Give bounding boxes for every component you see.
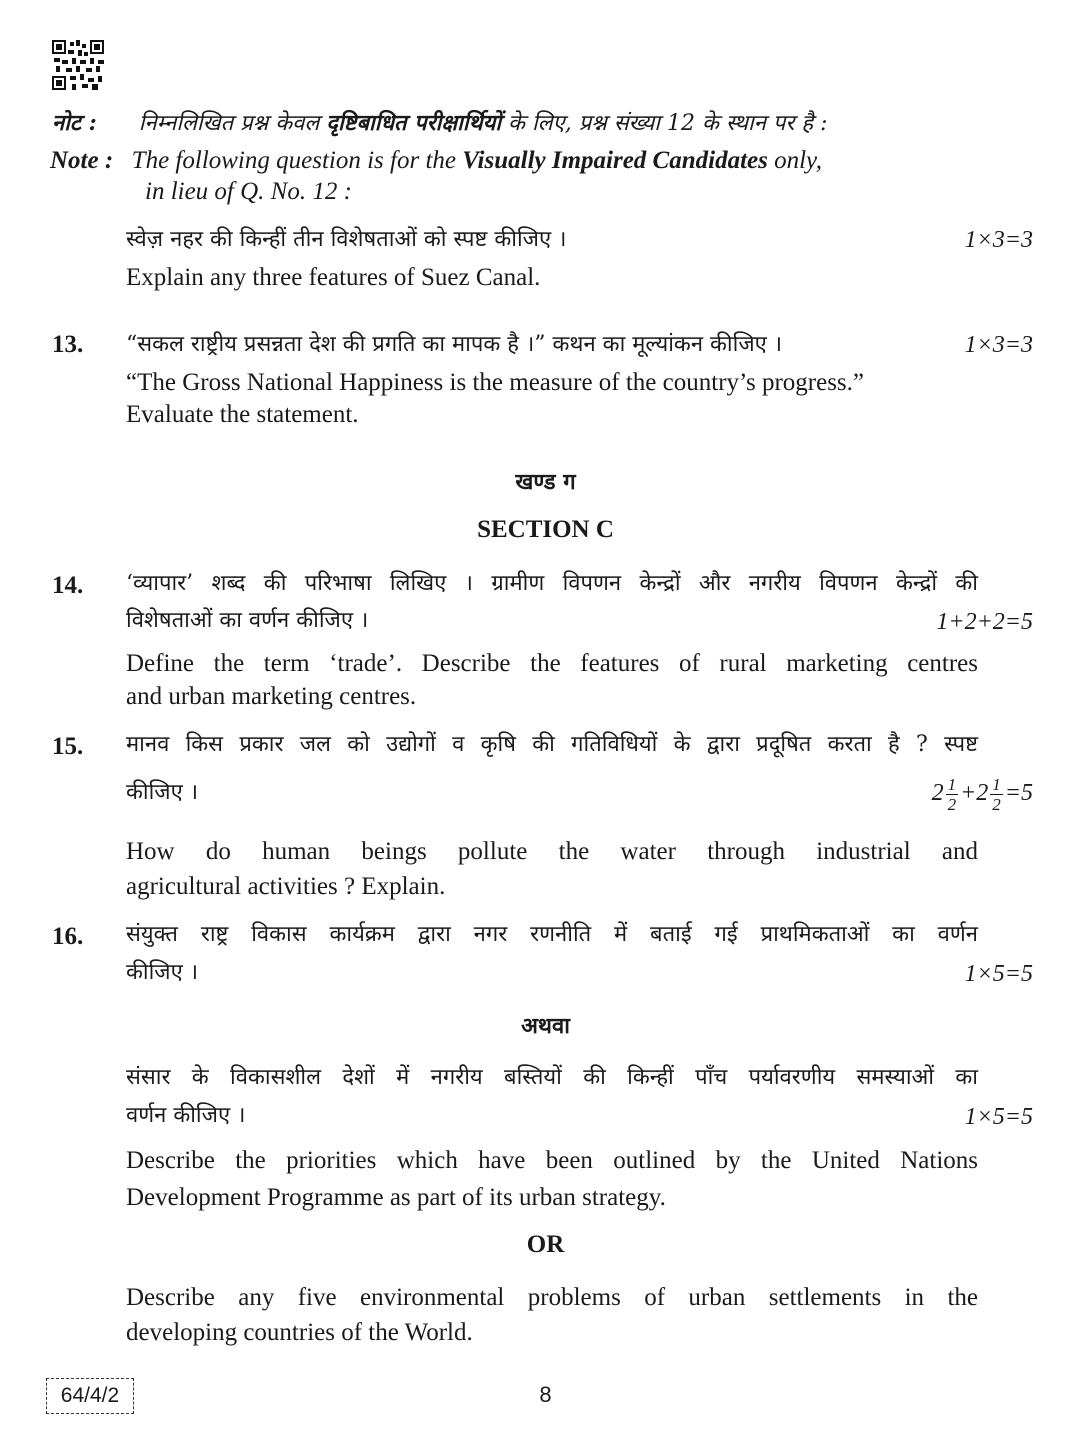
q16-number: 16. [52, 923, 84, 950]
q15-frac1: $\frac{1}{2}$ [947, 774, 957, 814]
q16-alt-english-line2: developing countries of the World. [126, 1319, 473, 1346]
note-en-line2: in lieu of Q. No. 12 : [145, 178, 352, 205]
q15-marks-plus: +2 [960, 780, 989, 806]
q16-marks: 1×5=5 [964, 961, 1033, 987]
q14-english-line1: Define the term ‘trade’. Describe the features of rural marketing centres [126, 650, 978, 677]
or-hindi: अथवा [521, 1013, 570, 1039]
q16-alt-hindi-line1: संसार के विकासशील देशों में नगरीय बस्तियों की किन्हीं पाँच पर्यावरणीय समस्याओं का [126, 1065, 978, 1090]
q13-number: 13. [52, 331, 84, 358]
q13-marks: 1×3=3 [964, 332, 1033, 358]
note-hi-post: के लिए, प्रश्न संख्या 12 के स्थान पर है : [501, 111, 828, 136]
qr-code-icon [52, 40, 104, 90]
q15-number: 15. [52, 733, 84, 760]
note-en-pre: The following question is for the [131, 147, 463, 174]
q13-hindi-text: “सकल राष्ट्रीय प्रसन्नता देश की प्रगति का मापक है ।” कथन का मूल्यांकन कीजिए । [126, 332, 783, 357]
q16-hindi-line2: कीजिए । [126, 960, 199, 985]
q14-number: 14. [52, 572, 84, 599]
q16-english-line1: Describe the priorities which have been outlined by the United Nations [126, 1147, 978, 1174]
or-english: OR [526, 1231, 565, 1258]
q14-marks: 1+2+2=5 [936, 609, 1033, 635]
q12-marks: 1×3=3 [964, 227, 1033, 253]
note-hi-label: नोट : [52, 110, 97, 136]
q12-hindi-text: स्वेज़ नहर की किन्हीं तीन विशेषताओं को स्पष्ट कीजिए । [126, 227, 567, 252]
paper-code: 64/4/2 [46, 1378, 134, 1414]
q16-alt-marks: 1×5=5 [964, 1104, 1033, 1130]
section-heading-hindi: खण्ड ग [515, 469, 576, 495]
note-hi [52, 108, 828, 139]
q14-english-line2: and urban marketing centres. [126, 683, 417, 710]
q15-hindi-line1: मानव किस प्रकार जल को उद्योगों व कृषि की गतिविधियों के द्वारा प्रदूषित करता है ? स्पष्ट [126, 732, 978, 757]
q16-english-line2: Development Programme as part of its urban strategy. [126, 1184, 666, 1211]
note-en-post: only, [767, 147, 823, 174]
q14-hindi-line2: विशेषताओं का वर्णन कीजिए । [126, 608, 369, 633]
q15-marks [932, 770, 1033, 816]
q15-marks-whole1: 2 [931, 780, 944, 806]
q16-hindi-line1: संयुक्त राष्ट्र विकास कार्यक्रम द्वारा नगर रणनीति में बताई गई प्राथमिकताओं का वर्णन [126, 922, 978, 947]
note-hi-bold: दृष्टिबाधित परीक्षार्थियों [326, 110, 502, 136]
q14-hindi-line1: ‘व्यापार’ शब्द की परिभाषा लिखिए । ग्रामीण विपणन केन्द्रों और नगरीय विपणन केन्द्रों की [126, 571, 978, 596]
q13-english-line1: “The Gross National Happiness is the measure of the country’s progress.” [126, 369, 865, 396]
q15-english-line2: agricultural activities ? Explain. [126, 873, 446, 900]
note-hi-pre: निम्नलिखित प्रश्न केवल [138, 111, 327, 136]
q15-english-line1: How do human beings pollute the water through industrial and [126, 838, 978, 865]
q13-english-line2: Evaluate the statement. [126, 401, 359, 428]
note-en-bold: Visually Impaired Candidates [462, 147, 768, 174]
q15-marks-result: =5 [1004, 780, 1033, 806]
note-en [50, 146, 822, 176]
q15-frac2: $\frac{1}{2}$ [992, 774, 1001, 814]
q16-alt-hindi-line2: वर्णन कीजिए । [126, 1103, 246, 1128]
q15-hindi-line2: कीजिए । [126, 780, 199, 805]
q12-english-text: Explain any three features of Suez Canal. [126, 264, 541, 291]
note-en-label: Note : [50, 147, 114, 174]
page-number: 8 [539, 1382, 552, 1407]
q16-alt-english-line1: Describe any five environmental problems of urban settlements in the [126, 1284, 978, 1311]
section-heading-english: SECTION C [477, 516, 614, 543]
